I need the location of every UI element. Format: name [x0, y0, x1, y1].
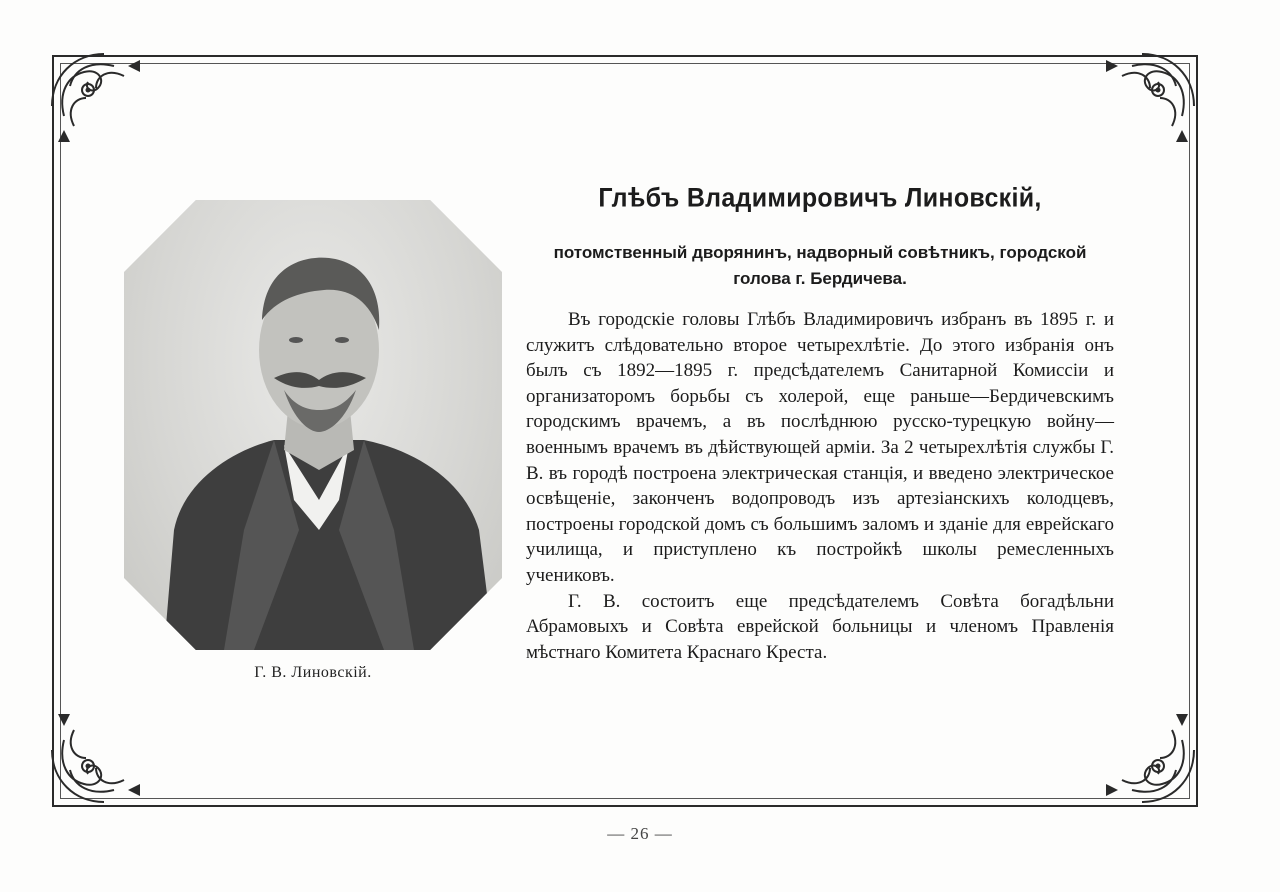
portrait-caption: Г. В. Линовскiй. — [254, 664, 372, 681]
portrait-photo — [124, 200, 502, 650]
ornament-corner-top-right — [1092, 46, 1202, 156]
article-paragraph-2: Г. В. состоитъ еще предсѣдателемъ Совѣта богадѣльни Абрамовыхъ и Совѣта еврейской больницы и членомъ Правленiя мѣстнаго Комитета Краснаго Креста. — [526, 590, 1114, 663]
ornament-corner-top-left — [44, 46, 154, 156]
portrait-figure — [124, 200, 502, 650]
page-number: — 26 — — [607, 824, 673, 843]
ornament-corner-bottom-left — [44, 700, 154, 810]
ornament-corner-bottom-right — [1092, 700, 1202, 810]
article-title: Глѣбъ Владимировичъ Линовскiй, — [598, 182, 1042, 214]
article-body — [526, 307, 1114, 665]
article-paragraph-1: Въ городскiе головы Глѣбъ Владимировичъ избранъ въ 1895 г. и служитъ слѣдовательно второе четырехлѣтiе. До этого избранiя онъ былъ съ 1892—1895 г. предсѣдателемъ Санитарной Комиссiи и организаторомъ борьбы съ холерой, еще раньше—Бердичевскимъ городскимъ врачемъ, а въ послѣднюю русско-турецкую войну—военнымъ врачемъ въ дѣйствующей армiи. За 2 четырехлѣтiя службы Г. В. въ городѣ построена электрическая станцiя, и введено электрическое освѣщенiе, законченъ водопроводъ изъ артезiанскихъ колодцевъ, построены городской домъ съ большимъ заломъ и зданiе для еврейскаго училища, и приступлено къ постройкѣ школы ремесленныхъ учениковъ. — [526, 309, 1114, 586]
article-subtitle: потомственный дворянинъ, надворный совѣтникъ, городской голова г. Бердичева. — [553, 243, 1087, 288]
